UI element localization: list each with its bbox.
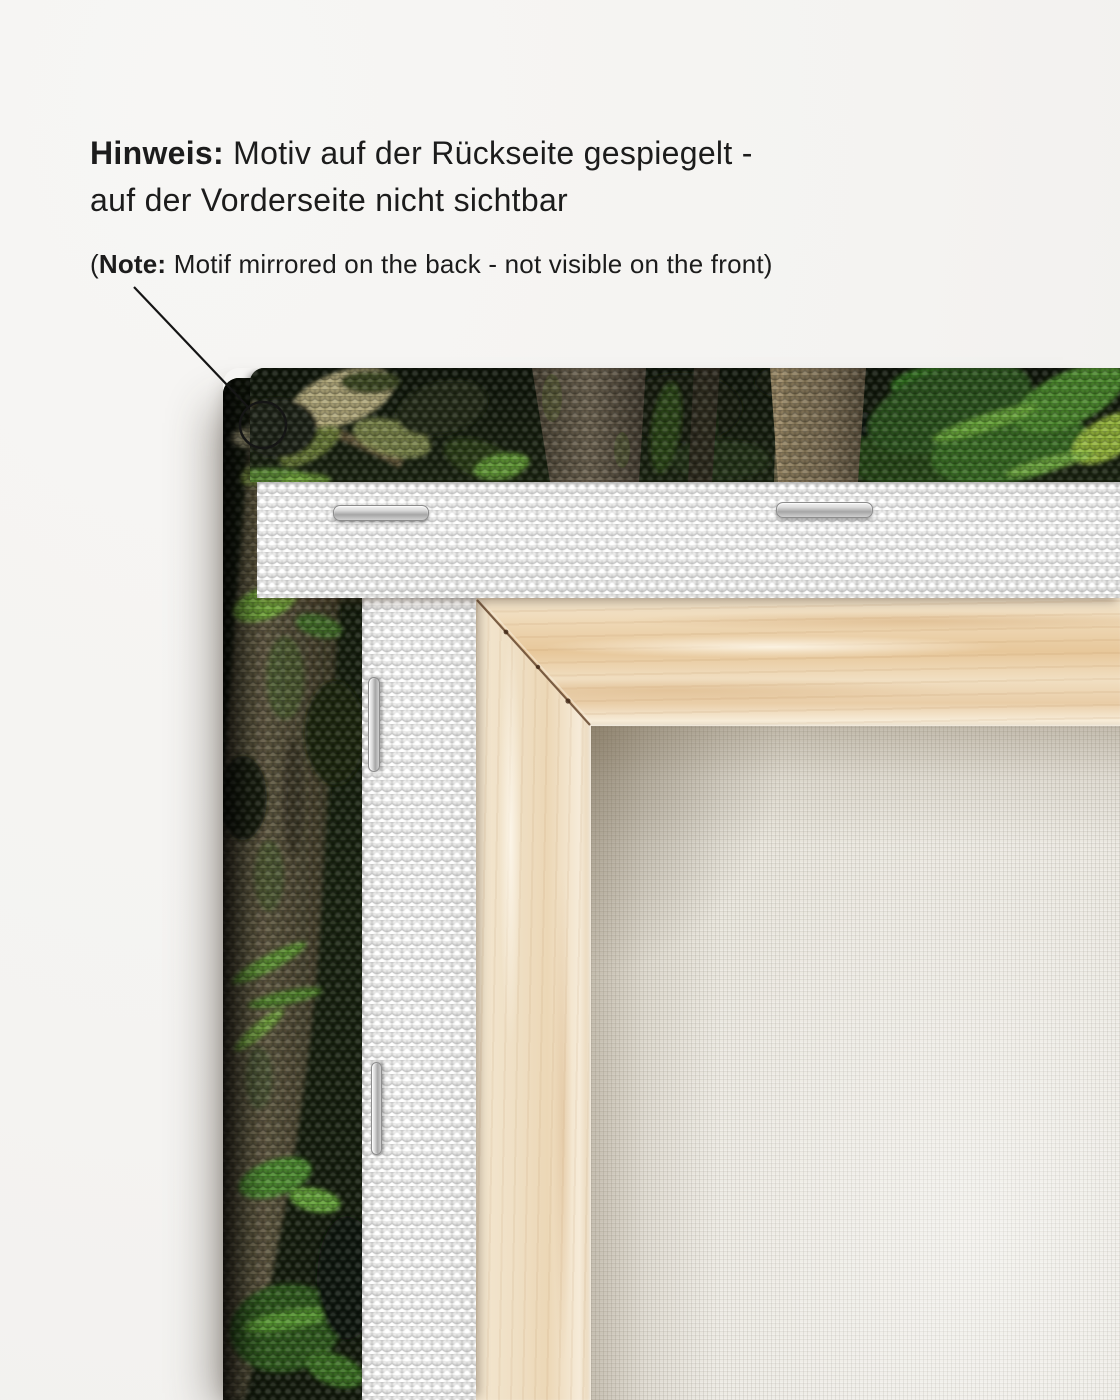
canvas-band-left (362, 598, 476, 1400)
note-german-line1: Hinweis: Motiv auf der Rückseite gespiegelt - (90, 135, 753, 171)
stretcher-bar-left (476, 598, 591, 1400)
note-german-label: Hinweis: (90, 135, 224, 171)
note-german (90, 130, 753, 224)
staple-left-lower (371, 1062, 382, 1155)
canvas-print-back (223, 368, 1120, 1400)
staple-top-left (333, 505, 429, 521)
canvas-back-weave (591, 726, 1120, 1400)
jungle-motif-top-image (250, 368, 1120, 482)
tree-trunk-shape (532, 368, 866, 482)
staple-left-upper (368, 677, 380, 772)
note-german-line2: auf der Vorderseite nicht sichtbar (90, 182, 569, 218)
note-english: (Note: Motif mirrored on the back - not visible on the front) (90, 249, 773, 279)
staple-top-right (776, 502, 873, 518)
canvas-band-top (257, 482, 1120, 598)
canvas-wrap-top-motif (250, 368, 1120, 482)
note-english-label: Note: (98, 249, 167, 279)
